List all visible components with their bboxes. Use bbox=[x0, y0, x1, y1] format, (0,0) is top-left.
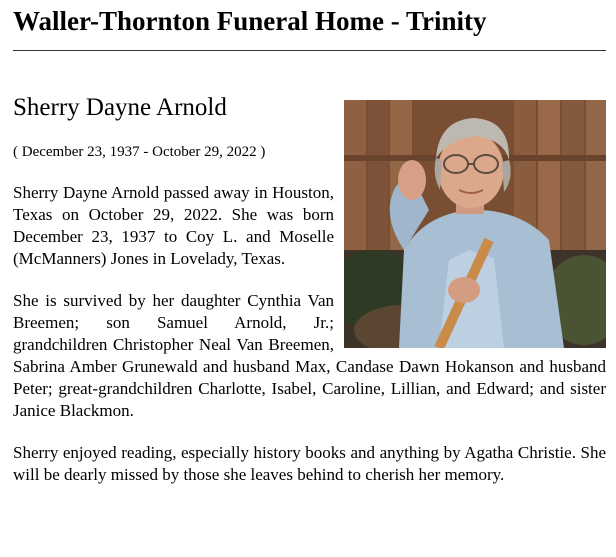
life-dates: ( December 23, 1937 - October 29, 2022 ) bbox=[13, 144, 266, 160]
site-title: Waller-Thornton Funeral Home - Trinity bbox=[13, 6, 487, 36]
obituary-content bbox=[13, 92, 606, 486]
obituary-paragraph: Sherry Dayne Arnold passed away in Houston, Texas on October 29, 2022. She was born December 23, 1937 to Coy L. and Moselle (McManners) Jones in Lovelady, Texas. bbox=[13, 183, 334, 268]
header-divider bbox=[13, 50, 606, 51]
deceased-name: Sherry Dayne Arnold bbox=[13, 94, 227, 121]
obituary-paragraph: She is survived by her daughter Cynthia Van Breemen; son Samuel Arnold, Jr.; grandchildren Christopher Neal Van Breemen, Sabrina Amber Grunewald and husband Max, Candase Dawn Hokanson and husband Peter; great-grandchildren Charlotte, Isabel, Caroline, Lillian, and Edward; and sister Janice Blackmon. bbox=[13, 291, 606, 420]
portrait-photo bbox=[344, 100, 606, 348]
obituary-paragraph: Sherry enjoyed reading, especially history books and anything by Agatha Christie. She will be dearly missed by those she leaves behind to cherish her memory. bbox=[13, 443, 606, 484]
